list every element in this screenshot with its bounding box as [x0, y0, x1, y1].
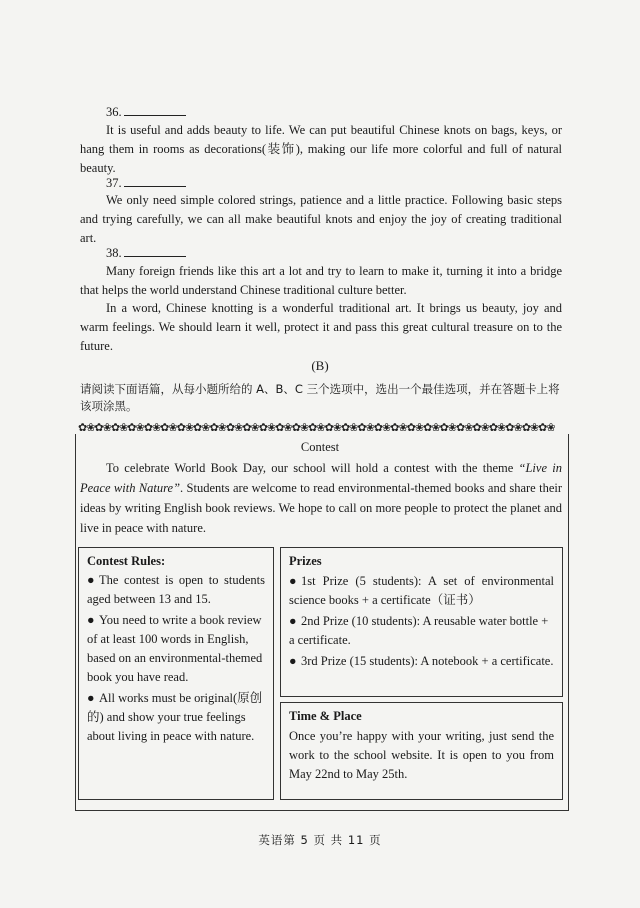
contest-rules-title: Contest Rules:	[87, 554, 166, 568]
paragraph-38	[80, 262, 562, 300]
contest-intro-text: To celebrate World Book Day, our school will hold a contest with the theme	[106, 461, 519, 475]
prizes-box	[280, 547, 563, 697]
paragraph-36-text: It is useful and adds beauty to life. We can put beautiful Chinese knots on bags, keys, or hang them in rooms as decorations(装饰), making our life more colorful and full of natural beauty.	[80, 123, 562, 175]
section-b-instruction: 请阅读下面语篇，从每小题所给的 A、B、C 三个选项中，选出一个最佳选项，并在答题卡上将该项涂黑。	[80, 382, 560, 413]
bullet-icon: ●	[289, 574, 297, 588]
bullet-icon: ●	[87, 573, 95, 587]
question-36-label	[106, 105, 186, 120]
prize-text: 3rd Prize (15 students): A notebook + a certificate.	[301, 654, 554, 668]
question-37-label	[106, 176, 186, 191]
paragraph-conclusion	[80, 299, 562, 356]
prize-text: 2nd Prize (10 students): A reusable water bottle + a certificate.	[289, 614, 549, 647]
prize-text: 1st Prize (5 students): A set of environmental science books + a certificate（证书）	[289, 574, 554, 607]
time-place-text: Once you’re happy with your writing, just send the work to the school website. It is open to you from May 22nd to May 25th.	[289, 729, 554, 781]
answer-blank	[124, 246, 186, 257]
contest-theme: “Live in Peace with Nature”	[80, 461, 562, 495]
question-number: 36.	[106, 105, 122, 119]
rule-text: All works must be original(原创的) and show your true feelings about living in peace with nature.	[87, 691, 263, 743]
bullet-icon: ●	[289, 654, 297, 668]
question-number: 38.	[106, 246, 122, 260]
contest-rules-box	[78, 547, 274, 800]
prize-item	[289, 612, 554, 650]
paragraph-37-text: We only need simple colored strings, patience and a little practice. Following basic steps and trying carefully, we can all make beautiful knots and enjoy the joy of creating traditional art.	[80, 193, 562, 245]
bullet-icon: ●	[87, 613, 95, 627]
answer-blank	[124, 176, 186, 187]
prizes-title: Prizes	[289, 554, 322, 568]
rule-item	[87, 611, 265, 687]
contest-intro	[80, 458, 562, 538]
paragraph-38-text: Many foreign friends like this art a lot and try to learn to make it, turning it into a bridge that helps the world understand Chinese traditional culture better.	[80, 264, 562, 297]
page-footer: 英语第 5 页 共 11 页	[258, 833, 382, 847]
flower-border-decoration: ✿❀✿❀✿❀✿❀✿❀✿❀✿❀✿❀✿❀✿❀✿❀✿❀✿❀✿❀✿❀✿❀✿❀✿❀✿❀✿❀✿❀✿❀✿❀✿❀✿❀✿❀✿❀✿❀✿❀	[78, 422, 555, 434]
paragraph-37	[80, 191, 562, 248]
question-38-label	[106, 246, 186, 261]
time-place-box	[280, 702, 563, 800]
section-b-title: (B)	[311, 358, 329, 373]
question-number: 37.	[106, 176, 122, 190]
bullet-icon: ●	[87, 691, 95, 705]
paragraph-36	[80, 121, 562, 178]
time-place-title: Time & Place	[289, 709, 362, 723]
rule-text: The contest is open to students aged between 13 and 15.	[87, 573, 265, 606]
answer-blank	[124, 105, 186, 116]
rule-text: You need to write a book review of at least 100 words in English, based on an environmental-themed book you have read.	[87, 613, 263, 684]
rule-item	[87, 571, 265, 609]
paragraph-conclusion-text: In a word, Chinese knotting is a wonderful traditional art. It brings us beauty, joy and warm feelings. We should learn it well, protect it and pass this great cultural treasure on to the future.	[80, 301, 562, 353]
rule-item	[87, 689, 265, 746]
prize-item	[289, 652, 554, 671]
contest-title: Contest	[300, 440, 340, 454]
prize-item	[289, 572, 554, 610]
contest-intro-text-2: . Students are welcome to read environmental-themed books and share their ideas by writing English book reviews. We hope to call on more people to protect the planet and live in peace with nature.	[80, 481, 563, 535]
bullet-icon: ●	[289, 614, 297, 628]
